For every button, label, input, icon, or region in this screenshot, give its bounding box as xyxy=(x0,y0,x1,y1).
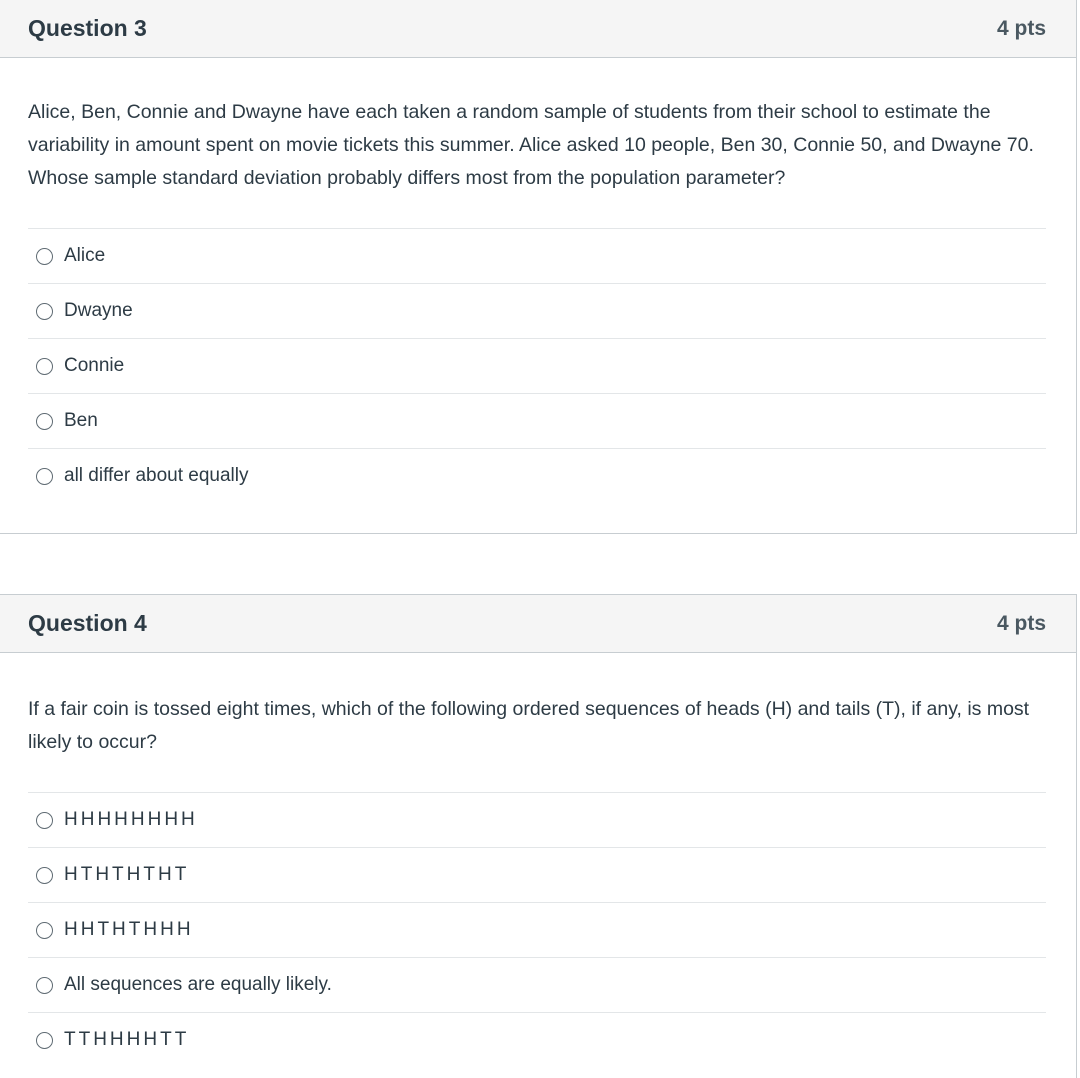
question-4 xyxy=(0,594,1077,1078)
answer-option[interactable] xyxy=(28,792,1046,847)
answer-label: All sequences are equally likely. xyxy=(64,974,332,995)
question-points: 4 pts xyxy=(996,611,1046,635)
answer-option[interactable] xyxy=(28,283,1046,338)
answer-option[interactable] xyxy=(28,1012,1046,1067)
answer-option[interactable] xyxy=(28,448,1046,503)
radio-button[interactable] xyxy=(36,867,53,884)
radio-button[interactable] xyxy=(36,248,53,265)
answer-label: Dwayne xyxy=(64,300,133,321)
answer-option[interactable] xyxy=(28,393,1046,448)
answer-label: Ben xyxy=(64,410,98,431)
answer-label: all differ about equally xyxy=(64,465,249,486)
answer-option[interactable] xyxy=(28,847,1046,902)
radio-button[interactable] xyxy=(36,977,53,994)
question-3 xyxy=(0,0,1077,534)
radio-button[interactable] xyxy=(36,303,53,320)
radio-button[interactable] xyxy=(36,812,53,829)
question-text: If a fair coin is tossed eight times, which of the following ordered sequences of heads (H) and tails (T), if any, is most likely to occur? xyxy=(28,698,1030,753)
radio-button[interactable] xyxy=(36,468,53,485)
answer-option[interactable] xyxy=(28,957,1046,1012)
answer-option[interactable] xyxy=(28,228,1046,283)
question-title: Question 4 xyxy=(28,610,147,636)
radio-button[interactable] xyxy=(36,1032,53,1049)
answer-list xyxy=(28,228,1046,503)
answer-label: Alice xyxy=(64,245,106,266)
question-header xyxy=(0,595,1076,653)
question-header xyxy=(0,0,1076,58)
radio-button[interactable] xyxy=(36,413,53,430)
radio-button[interactable] xyxy=(36,922,53,939)
answer-option[interactable] xyxy=(28,338,1046,393)
question-title: Question 3 xyxy=(28,15,147,41)
answer-label: TTHHHHTT xyxy=(64,1029,190,1050)
answer-label: HHTHTHHH xyxy=(64,919,194,940)
answer-label: HHHHHHHH xyxy=(64,809,198,830)
radio-button[interactable] xyxy=(36,358,53,375)
question-text: Alice, Ben, Connie and Dwayne have each taken a random sample of students from their school to estimate the variability in amount spent on movie tickets this summer. Alice asked 10 people, Ben 30, Connie 50, and Dwayne 70. Whose sample standard deviation probably differs most from the population parameter? xyxy=(28,101,1034,189)
question-points: 4 pts xyxy=(996,16,1046,40)
answer-option[interactable] xyxy=(28,902,1046,957)
answer-label: HTHTHTHT xyxy=(64,864,190,885)
answer-list xyxy=(28,792,1046,1067)
answer-label: Connie xyxy=(64,355,125,376)
